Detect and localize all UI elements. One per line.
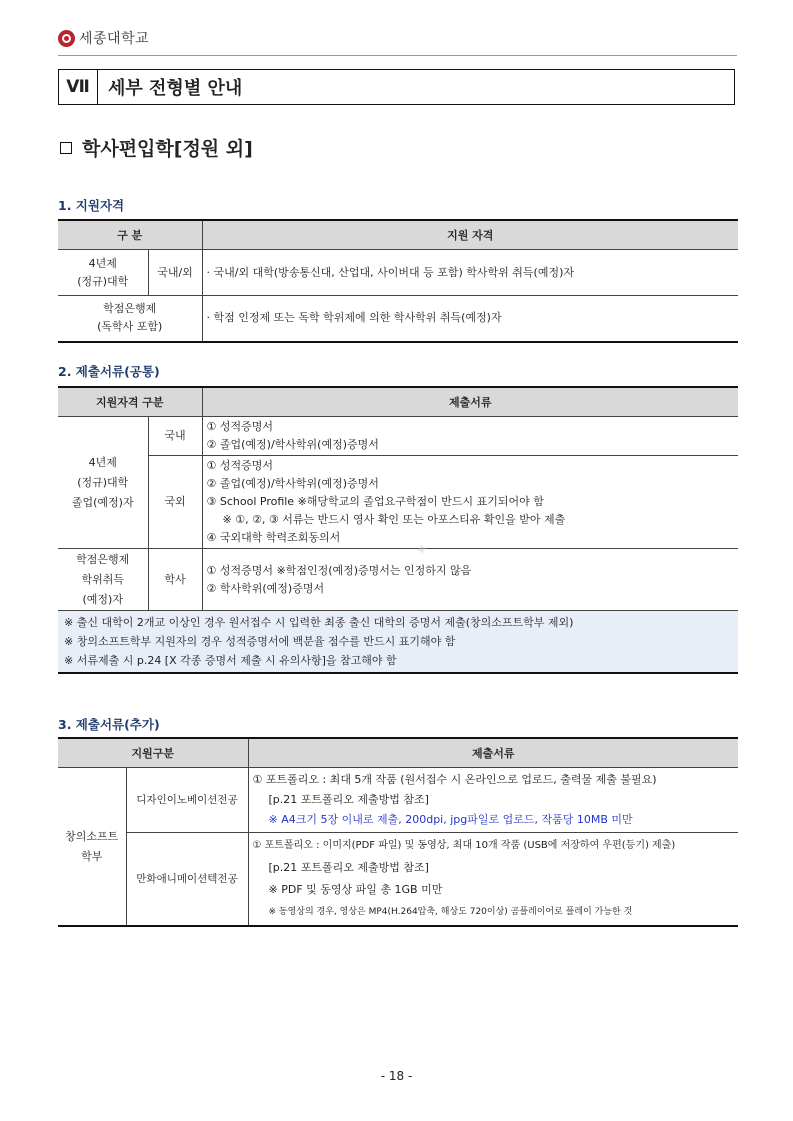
table-header: 지원구분 (58, 738, 248, 768)
page-title (60, 134, 253, 161)
table-cell: ① 성적증명서 ② 졸업(예정)/학사학위(예정)증명서 (202, 417, 738, 456)
table-cell: · 국내/외 대학(방송통신대, 산업대, 사이버대 등 포함) 학사학위 취득(예정)자 (202, 250, 738, 296)
table-cell: 디자인이노베이션전공 (126, 768, 248, 833)
table-cell: ① 성적증명서 ※학점인정(예정)증명서는 인정하지 않음 ② 학사학위(예정)증명서 (202, 549, 738, 611)
header-divider (58, 55, 737, 56)
section-title: 세부 전형별 안내 (108, 78, 243, 99)
table-cell: 학사 (148, 549, 202, 611)
table-cell: 국내 (148, 417, 202, 456)
table-row (58, 833, 738, 927)
notes-cell: ※ 출신 대학이 2개교 이상인 경우 원서접수 시 입력한 최종 출신 대학의 증명서 제출(창의소프트학부 제외) ※ 창의소프트학부 지원자의 경우 성적증명서에 백분율 점수를 반드시 표기해야 함 ※ 서류제출 시 p.24 [Ⅹ 각종 증명서 제출 시 유의사항]을 참고해야 함 (58, 611, 738, 674)
documents-table (58, 386, 738, 674)
table-row (58, 456, 738, 549)
table-cell: · 학점 인정제 또는 독학 학위제에 의한 학사학위 취득(예정)자 (202, 296, 738, 342)
logo-text: 세종대학교 (79, 31, 150, 47)
square-bullet-icon (60, 142, 72, 154)
table-header: 제출서류 (202, 387, 738, 417)
table-row (58, 296, 738, 342)
table-cell: 학점은행제 (독학사 포함) (58, 296, 202, 342)
table-row (58, 250, 738, 296)
table-cell: ① 성적증명서 ② 졸업(예정)/학사학위(예정)증명서 ③ School Profile ※해당학교의 졸업요구학점이 반드시 표기되어야 함 ※ ①, ②, ③ 서류는 반드시 영사 확인 또는 아포스티유 확인을 받아 제출 ④ 국외대학 학력조회동의서 (202, 456, 738, 549)
section-number: Ⅶ (59, 70, 98, 104)
section-header (58, 69, 735, 105)
table-row (58, 611, 738, 674)
table-cell: 만화애니메이션텍전공 (126, 833, 248, 927)
additional-documents-table (58, 737, 738, 927)
table-cell: 창의소프트 학부 (58, 768, 126, 927)
table-row (58, 549, 738, 611)
table-cell: 학점은행제 학위취득 (예정)자 (58, 549, 148, 611)
table-cell: 4년제 (정규)대학 (58, 250, 148, 296)
table-row (58, 768, 738, 833)
table-row (58, 417, 738, 456)
page-number: - 18 - (380, 1069, 413, 1083)
table-header: 지원 자격 (202, 220, 738, 250)
table-header: 구 분 (58, 220, 202, 250)
table-cell: ① 포트폴리오 : 이미지(PDF 파일) 및 동영상, 최대 10개 작품 (USB에 저장하여 우편(등기) 제출) [p.21 포트폴리오 제출방법 참조] ※ PDF 및 동영상 파일 총 1GB 미만 ※ 동영상의 경우, 영상은 MP4(H.264압축, 해상도 720이상) 곰플레이어로 플레이 가능한 것 (248, 833, 738, 927)
subsection-title-qualification: 1. 지원자격 (58, 198, 125, 213)
university-seal-icon (58, 30, 75, 47)
page-title-text: 학사편입학[정원 외] (82, 138, 253, 160)
qualification-table (58, 219, 738, 343)
watermark: ✦ (413, 539, 430, 560)
subsection-title-documents: 2. 제출서류(공통) (58, 364, 160, 379)
table-cell: ① 포트폴리오 : 최대 5개 작품 (원서접수 시 온라인으로 업로드, 출력물 제출 불필요) [p.21 포트폴리오 제출방법 참조] ※ A4크기 5장 이내로 제출, 200dpi, jpg파일로 업로드, 작품당 10MB 미만 (248, 768, 738, 833)
university-logo (58, 28, 149, 48)
table-cell: 4년제 (정규)대학 졸업(예정)자 (58, 417, 148, 549)
table-cell: 국외 (148, 456, 202, 549)
table-cell: 국내/외 (148, 250, 202, 296)
table-header: 지원자격 구분 (58, 387, 202, 417)
table-header: 제출서류 (248, 738, 738, 768)
subsection-title-additional: 3. 제출서류(추가) (58, 717, 160, 732)
